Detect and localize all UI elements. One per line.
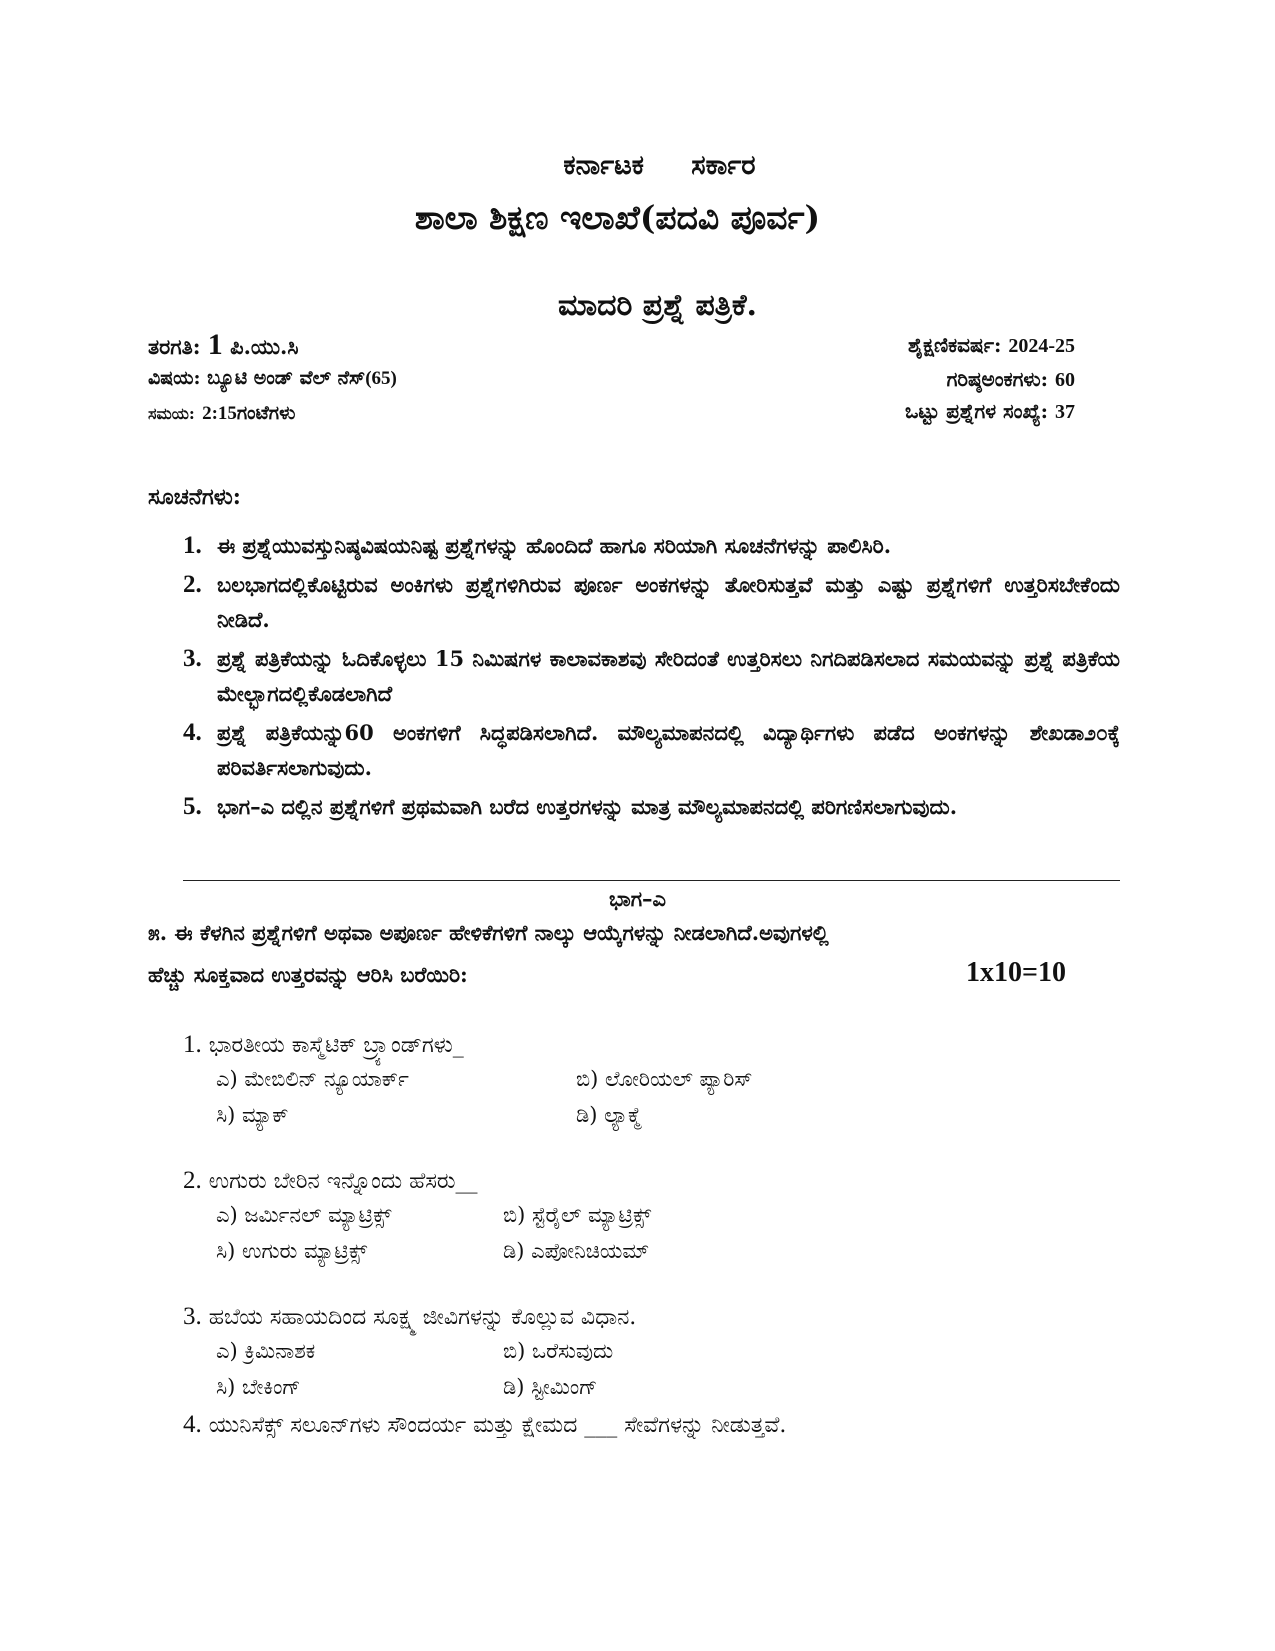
question-stem [183, 1303, 636, 1339]
question-text: ಯುನಿಸೆಕ್ಸ್ ಸಲೂನ್‌ಗಳು ಸೌಂದರ್ಯ ಮತ್ತು ಕ್ಷೇಮದ ___ ಸೇವೆಗಳನ್ನು ನೀಡುತ್ತವೆ. [208, 1413, 787, 1438]
instruction-number: 3. [183, 645, 202, 672]
instruction-item [183, 567, 1120, 637]
class-value: ಪಿ.ಯು.ಸಿ [230, 334, 299, 359]
question-number: 3. [183, 1303, 202, 1330]
options-row [183, 1239, 650, 1275]
option-c: ಸಿ) ಮ್ಯಾಕ್ [216, 1103, 289, 1127]
time-value: 2:15 [202, 403, 237, 424]
total-questions-info [905, 399, 1075, 424]
instruction-item [183, 715, 1120, 785]
option-c: ಸಿ) ಬೇಕಿಂಗ್ [216, 1375, 301, 1399]
question-text: ಹಬೆಯ ಸಹಾಯದಿಂದ ಸೂಕ್ಷ್ಮ ಜೀವಿಗಳನ್ನು ಕೊಲ್ಲುವ ವಿಧಾನ. [208, 1305, 637, 1330]
instruction-text: ಭಾಗ–ಎ ದಲ್ಲಿನ ಪ್ರಶ್ನೆಗಳಿಗೆ ಪ್ರಥಮವಾಗಿ ಬರೆದ ಉತ್ತರಗಳನ್ನು ಮಾತ್ರ ಮೌಲ್ಯಮಾಪನದಲ್ಲಿ ಪರಿಗಣಿಸಲಾಗುವುದು. [217, 794, 958, 819]
instructions-list [183, 528, 1120, 828]
instruction-text: ಪ್ರಶ್ನೆ ಪತ್ರಿಕೆಯನ್ನು60 ಅಂಕಗಳಿಗೆ ಸಿದ್ಧಪಡಿಸಲಾಗಿದೆ. ಮೌಲ್ಯಮಾಪನದಲ್ಲಿ ವಿದ್ಯಾರ್ಥಿಗಳು ಪಡೆದ ಅಂಕಗಳನ್ನು ಶೇಖಡಾ೨೦ಕ್ಕೆ ಪರಿವರ್ತಿಸಲಾಗುವುದು. [217, 720, 1120, 780]
time-info [148, 399, 295, 425]
subject-code: (65) [365, 368, 397, 389]
option-b: ಬಿ) ಒರೆಸುವುದು [503, 1339, 614, 1363]
class-number: 1 [207, 328, 223, 361]
instruction-item [183, 528, 1120, 563]
instruction-number: 5. [183, 793, 202, 820]
government-heading: ಕರ್ನಾಟಕ ಸರ್ಕಾರ [563, 150, 756, 181]
instruction-item [183, 789, 1120, 824]
instruction-text: ಈ ಪ್ರಶ್ನೆಯುವಸ್ತುನಿಷ್ಠವಿಷಯನಿಷ್ಟ ಪ್ರಶ್ನೆಗಳನ್ನು ಹೊಂದಿದೆ ಹಾಗೂ ಸರಿಯಾಗಿ ಸೂಚನೆಗಳನ್ನು ಪಾಲಿಸಿರಿ. [217, 533, 892, 558]
question-stem [183, 1031, 464, 1067]
instruction-text: ಬಲಭಾಗದಲ್ಲಿಕೊಟ್ಟಿರುವ ಅಂಕಿಗಳು ಪ್ರಶ್ನೆಗಳಿಗಿರುವ ಪೂರ್ಣ ಅಂಕಗಳನ್ನು ತೋರಿಸುತ್ತವೆ ಮತ್ತು ಎಷ್ಟು ಪ್ರಶ್ನೆಗಳಿಗೆ ಉತ್ತರಿಸಬೇಕೆಂದು ನೀಡಿದೆ. [217, 572, 1120, 632]
total-questions-label: ಒಟ್ಟು ಪ್ರಶ್ನೆಗಳ ಸಂಖ್ಯೆ: [904, 399, 1049, 423]
option-d: ಡಿ) ಸ್ಟೀಮಿಂಗ್ [503, 1375, 598, 1399]
academic-year-info [908, 333, 1075, 358]
question-stem [183, 1411, 786, 1447]
question-4 [183, 1411, 786, 1447]
options-row [183, 1339, 636, 1375]
instruction-number: 1. [183, 532, 202, 559]
question-3 [183, 1303, 636, 1411]
class-info [148, 328, 299, 362]
question-1 [183, 1031, 753, 1139]
subject-info [148, 367, 397, 390]
section-instruction-line-1: ೫. ಈ ಕೆಳಗಿನ ಪ್ರಶ್ನೆಗಳಿಗೆ ಅಥವಾ ಅಪೂರ್ಣ ಹೇಳಿಕೆಗಳಿಗೆ ನಾಲ್ಕು ಆಯ್ಕೆಗಳನ್ನು ನೀಡಲಾಗಿದೆ.ಅವುಗಳಲ್ಲಿ [148, 920, 829, 945]
options-row [183, 1067, 753, 1103]
instruction-text: ಪ್ರಶ್ನೆ ಪತ್ರಿಕೆಯನ್ನು ಓದಿಕೊಳ್ಳಲು 15 ನಿಮಿಷಗಳ ಕಾಲಾವಕಾಶವು ಸೇರಿದಂತೆ ಉತ್ತರಿಸಲು ನಿಗದಿಪಡಿಸಲಾದ ಸಮಯವನ್ನು ಪ್ರಶ್ನೆ ಪತ್ರಿಕೆಯ ಮೇಲ್ಭಾಗದಲ್ಲಿಕೊಡಲಾಗಿದೆ [217, 646, 1120, 706]
time-label: ಸಮಯ: [148, 404, 195, 423]
options-row [183, 1103, 642, 1139]
time-unit: ಗಂಟೆಗಳು [236, 402, 296, 424]
question-2 [183, 1167, 652, 1275]
option-a: ಎ) ಕ್ರಿಮಿನಾಶಕ [216, 1339, 316, 1363]
option-b: ಬಿ) ಲೋರಿಯಲ್ ಪ್ಯಾರಿಸ್ [576, 1067, 753, 1091]
option-d: ಡಿ) ಲ್ಯಾಕ್ಮೆ [576, 1103, 642, 1127]
max-marks-value: 60 [1055, 369, 1075, 391]
class-label: ತರಗತಿ: [148, 334, 201, 359]
option-c: ಸಿ) ಉಗುರು ಮ್ಯಾಟ್ರಿಕ್ಸ್ [216, 1239, 368, 1263]
question-number: 4. [183, 1411, 202, 1438]
total-questions-value: 37 [1055, 401, 1075, 423]
part-a-title: ಭಾಗ–ಎ [608, 886, 667, 911]
max-marks-label: ಗರಿಷ್ಠಅಂಕಗಳು: [946, 367, 1049, 391]
paper-title: ಮಾದರಿ ಪ್ರಶ್ನೆ ಪತ್ರಿಕೆ. [557, 288, 757, 323]
option-a: ಎ) ಜರ್ಮಿನಲ್ ಮ್ಯಾಟ್ರಿಕ್ಸ್ [216, 1203, 392, 1227]
option-d: ಡಿ) ಎಪೋನಿಚಿಯಮ್ [503, 1239, 650, 1263]
question-text: ಉಗುರು ಬೇರಿನ ಇನ್ನೊಂದು ಹೆಸರು__ [208, 1169, 478, 1194]
subject-value: ಬ್ಯೂಟಿ ಅಂಡ್ ವೆಲ್ ನೆಸ್ [207, 367, 366, 389]
instructions-heading: ಸೂಚನೆಗಳು: [148, 484, 241, 510]
question-number: 1. [183, 1031, 202, 1058]
section-marks: 1x10=10 [966, 957, 1066, 988]
option-a: ಎ) ಮೇಬಿಲಿನ್ ನ್ಯೂಯಾರ್ಕ್ [216, 1067, 409, 1091]
question-stem [183, 1167, 478, 1203]
instruction-item [183, 641, 1120, 711]
academic-year-label: ಶೈಕ್ಷಣಿಕವರ್ಷ: [908, 333, 1002, 357]
instruction-number: 4. [183, 719, 202, 746]
max-marks-info [947, 367, 1075, 392]
department-heading: ಶಾಲಾ ಶಿಕ್ಷಣ ಇಲಾಖೆ(ಪದವಿ ಪೂರ್ವ) [414, 198, 821, 237]
option-b: ಬಿ) ಸ್ಟೆರೈಲ್ ಮ್ಯಾಟ್ರಿಕ್ಸ್ [503, 1203, 652, 1227]
section-divider [183, 880, 1120, 881]
question-text: ಭಾರತೀಯ ಕಾಸ್ಮೆಟಿಕ್ ಬ್ರ್ಯಾಂಡ್‌ಗಳು_ [208, 1033, 464, 1058]
academic-year-value: 2024-25 [1008, 335, 1075, 357]
question-number: 2. [183, 1167, 202, 1194]
options-row [183, 1375, 636, 1411]
section-instruction-line-2: ಹೆಚ್ಚು ಸೂಕ್ತವಾದ ಉತ್ತರವನ್ನು ಆರಿಸಿ ಬರೆಯಿರಿ: [148, 962, 468, 987]
instruction-number: 2. [183, 571, 202, 598]
options-row [183, 1203, 652, 1239]
subject-label: ವಿಷಯ: [148, 367, 201, 389]
